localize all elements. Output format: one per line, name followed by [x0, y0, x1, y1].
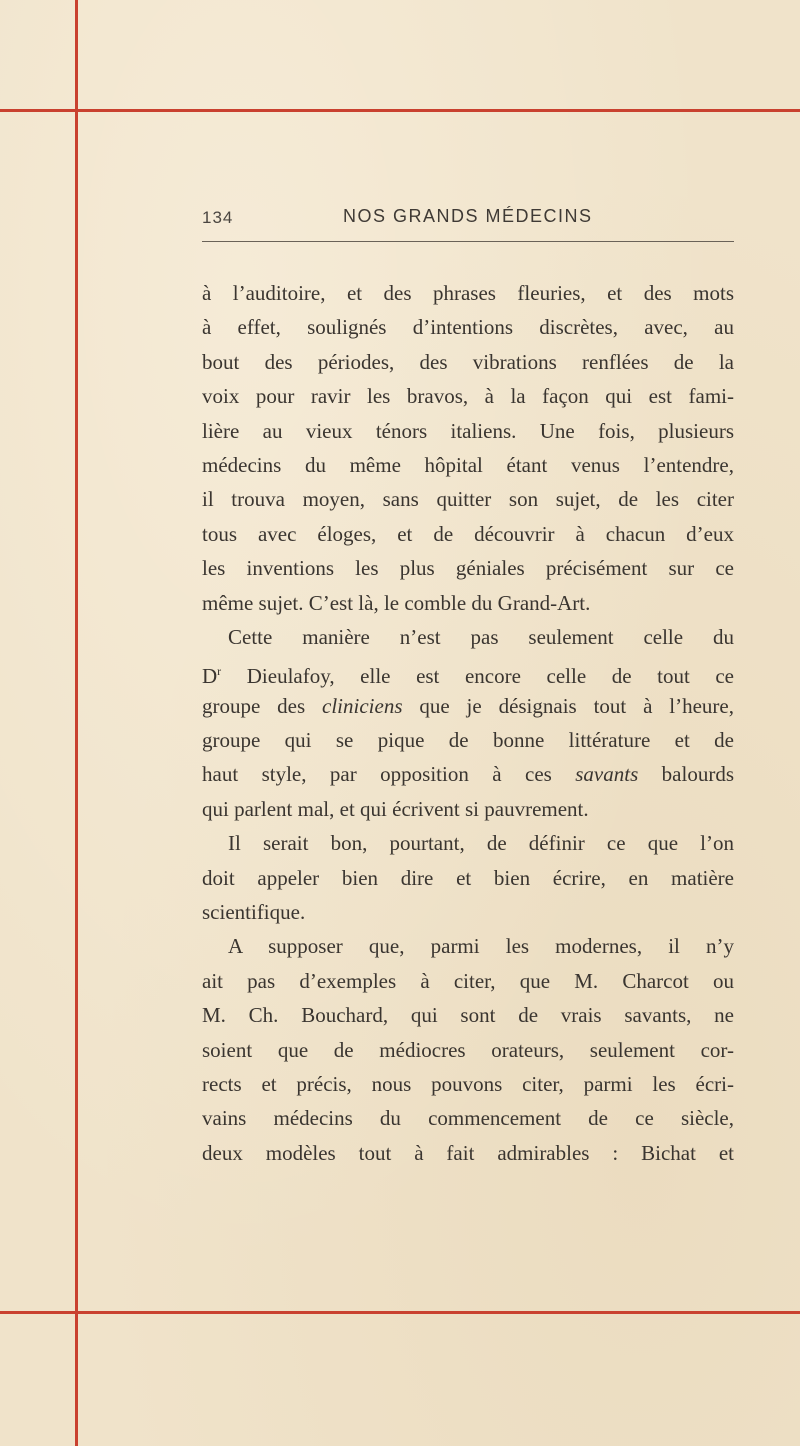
- text-line: vains médecins du commencement de ce siècle,: [202, 1106, 734, 1131]
- text-line: deux modèles tout à fait admirables : Bichat et: [202, 1140, 734, 1165]
- text-line: M. Ch. Bouchard, qui sont de vrais savants, ne: [202, 1003, 734, 1028]
- page-number: 134: [202, 208, 234, 227]
- body-text: [202, 276, 734, 1170]
- text-line: soient que de médiocres orateurs, seulement cor-: [202, 1037, 734, 1062]
- header-divider: [202, 241, 734, 242]
- text-line: A supposer que, parmi les modernes, il n’y: [228, 934, 734, 959]
- text-line: les inventions les plus géniales précisément sur ce: [202, 556, 734, 581]
- text-line: même sujet. C’est là, le comble du Grand-Art.: [202, 590, 591, 615]
- text-line: scientifique.: [202, 900, 306, 925]
- emphasis: cliniciens: [322, 693, 403, 718]
- margin-rule-top: [0, 109, 800, 112]
- text-line: il trouva moyen, sans quitter son sujet, de les citer: [202, 487, 734, 512]
- margin-rule-vertical: [75, 0, 78, 1446]
- text-line: Cette manière n’est pas seulement celle du: [228, 624, 734, 649]
- text-line: rects et précis, nous pouvons citer, parmi les écri-: [202, 1071, 734, 1096]
- running-title: NOS GRANDS MÉDECINS: [343, 206, 593, 226]
- text-line: Il serait bon, pourtant, de définir ce que l’on: [228, 831, 734, 856]
- text-line: voix pour ravir les bravos, à la façon qui est fami-: [202, 384, 734, 409]
- text-line: à effet, soulignés d’intentions discrètes, avec, au: [202, 315, 734, 340]
- text-line: tous avec éloges, et de découvrir à chacun d’eux: [202, 521, 734, 546]
- text-line: bout des périodes, des vibrations renflées de la: [202, 349, 734, 374]
- text-line: à l’auditoire, et des phrases fleuries, et des mots: [202, 281, 734, 305]
- emphasis: savants: [575, 762, 639, 787]
- text-line: haut style, par opposition à ces savants balourds: [202, 762, 734, 787]
- text-line: lière au vieux ténors italiens. Une fois, plusieurs: [202, 418, 734, 443]
- margin-rule-bottom: [0, 1311, 800, 1314]
- text-line: qui parlent mal, et qui écrivent si pauvrement.: [202, 796, 589, 821]
- text-line: doit appeler bien dire et bien écrire, en matière: [202, 865, 734, 890]
- text-line: ait pas d’exemples à citer, que M. Charcot ou: [202, 968, 734, 993]
- text-line: groupe des cliniciens que je désignais tout à l’heure,: [202, 693, 734, 718]
- superscript: r: [217, 664, 222, 679]
- text-line: $D^r$ Dieulafoy, elle est encore celle de tout ce: [202, 664, 734, 689]
- text-line: groupe qui se pique de bonne littérature et de: [202, 728, 734, 753]
- page-header: [202, 206, 734, 236]
- text-line: médecins du même hôpital étant venus l’entendre,: [202, 452, 734, 477]
